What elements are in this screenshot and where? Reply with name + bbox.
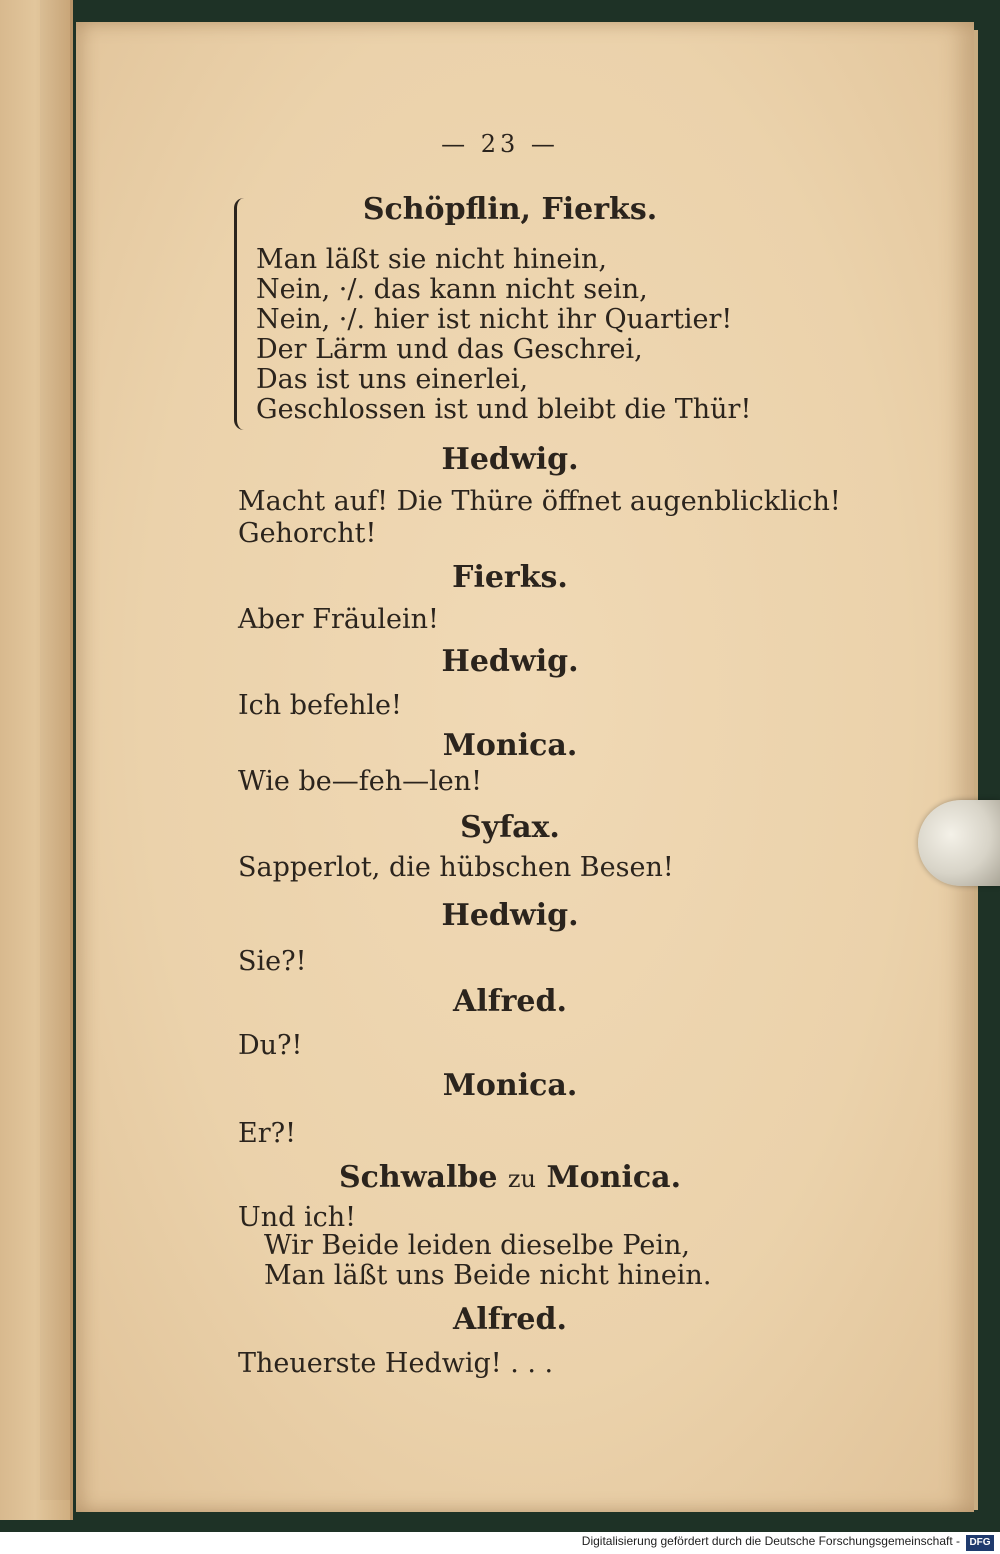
left-page-edge [40, 0, 70, 1500]
dialogue-line: Gehorcht! [238, 518, 377, 549]
speaker-heading: Hedwig. [441, 442, 579, 477]
speaker-heading: Monica. [442, 728, 578, 763]
dialogue-line: Er?! [238, 1118, 296, 1149]
speaker-heading: Schöpflin, Fierks. [362, 192, 658, 227]
page-number: — 23 — [441, 130, 559, 158]
dialogue-line: Aber Fräulein! [238, 604, 439, 635]
verse-bracket [234, 198, 251, 430]
speaker-heading: Monica. [442, 1068, 578, 1103]
footer-credit: Digitalisierung gefördert durch die Deutsche Forschungsgemeinschaft - [581, 1534, 960, 1548]
dialogue-line: Ich befehle! [238, 690, 402, 721]
dialogue-line: Theuerste Hedwig! . . . [238, 1348, 554, 1379]
verse-line: Der Lärm und das Geschrei, [256, 334, 643, 365]
speaker-name: Schwalbe [338, 1160, 498, 1195]
dialogue-line: Sie?! [238, 946, 307, 977]
dialogue-line: Man läßt uns Beide nicht hinein. [264, 1260, 712, 1291]
speaker-name: Monica. [546, 1160, 682, 1195]
dialogue-line: Und ich! [238, 1202, 357, 1233]
verse-line: Das ist uns einerlei, [256, 364, 529, 395]
dialogue-line: Sapperlot, die hübschen Besen! [238, 852, 674, 883]
verse-line: Man läßt sie nicht hinein, [256, 244, 607, 275]
speaker-heading: Hedwig. [441, 644, 579, 679]
speaker-heading [210, 1160, 810, 1195]
speaker-heading: Hedwig. [441, 898, 579, 933]
speaker-heading: Alfred. [453, 984, 567, 1019]
dfg-logo: DFG [966, 1535, 994, 1551]
dialogue-line: Macht auf! Die Thüre öffnet augenblicklich! [238, 486, 841, 517]
page-clip [918, 800, 1000, 886]
dialogue-line: Wie be—feh—len! [238, 766, 482, 797]
verse-line: Geschlossen ist und bleibt die Thür! [256, 394, 752, 425]
verse-line: Nein, ·/. hier ist nicht ihr Quartier! [256, 304, 733, 335]
dialogue-line: Wir Beide leiden dieselbe Pein, [264, 1230, 690, 1261]
stage-direction: zu [507, 1165, 536, 1193]
speaker-heading: Syfax. [460, 810, 560, 845]
speaker-heading: Alfred. [453, 1302, 567, 1337]
dialogue-line: Du?! [238, 1030, 303, 1061]
speaker-heading: Fierks. [452, 560, 568, 595]
verse-line: Nein, ·/. das kann nicht sein, [256, 274, 648, 305]
